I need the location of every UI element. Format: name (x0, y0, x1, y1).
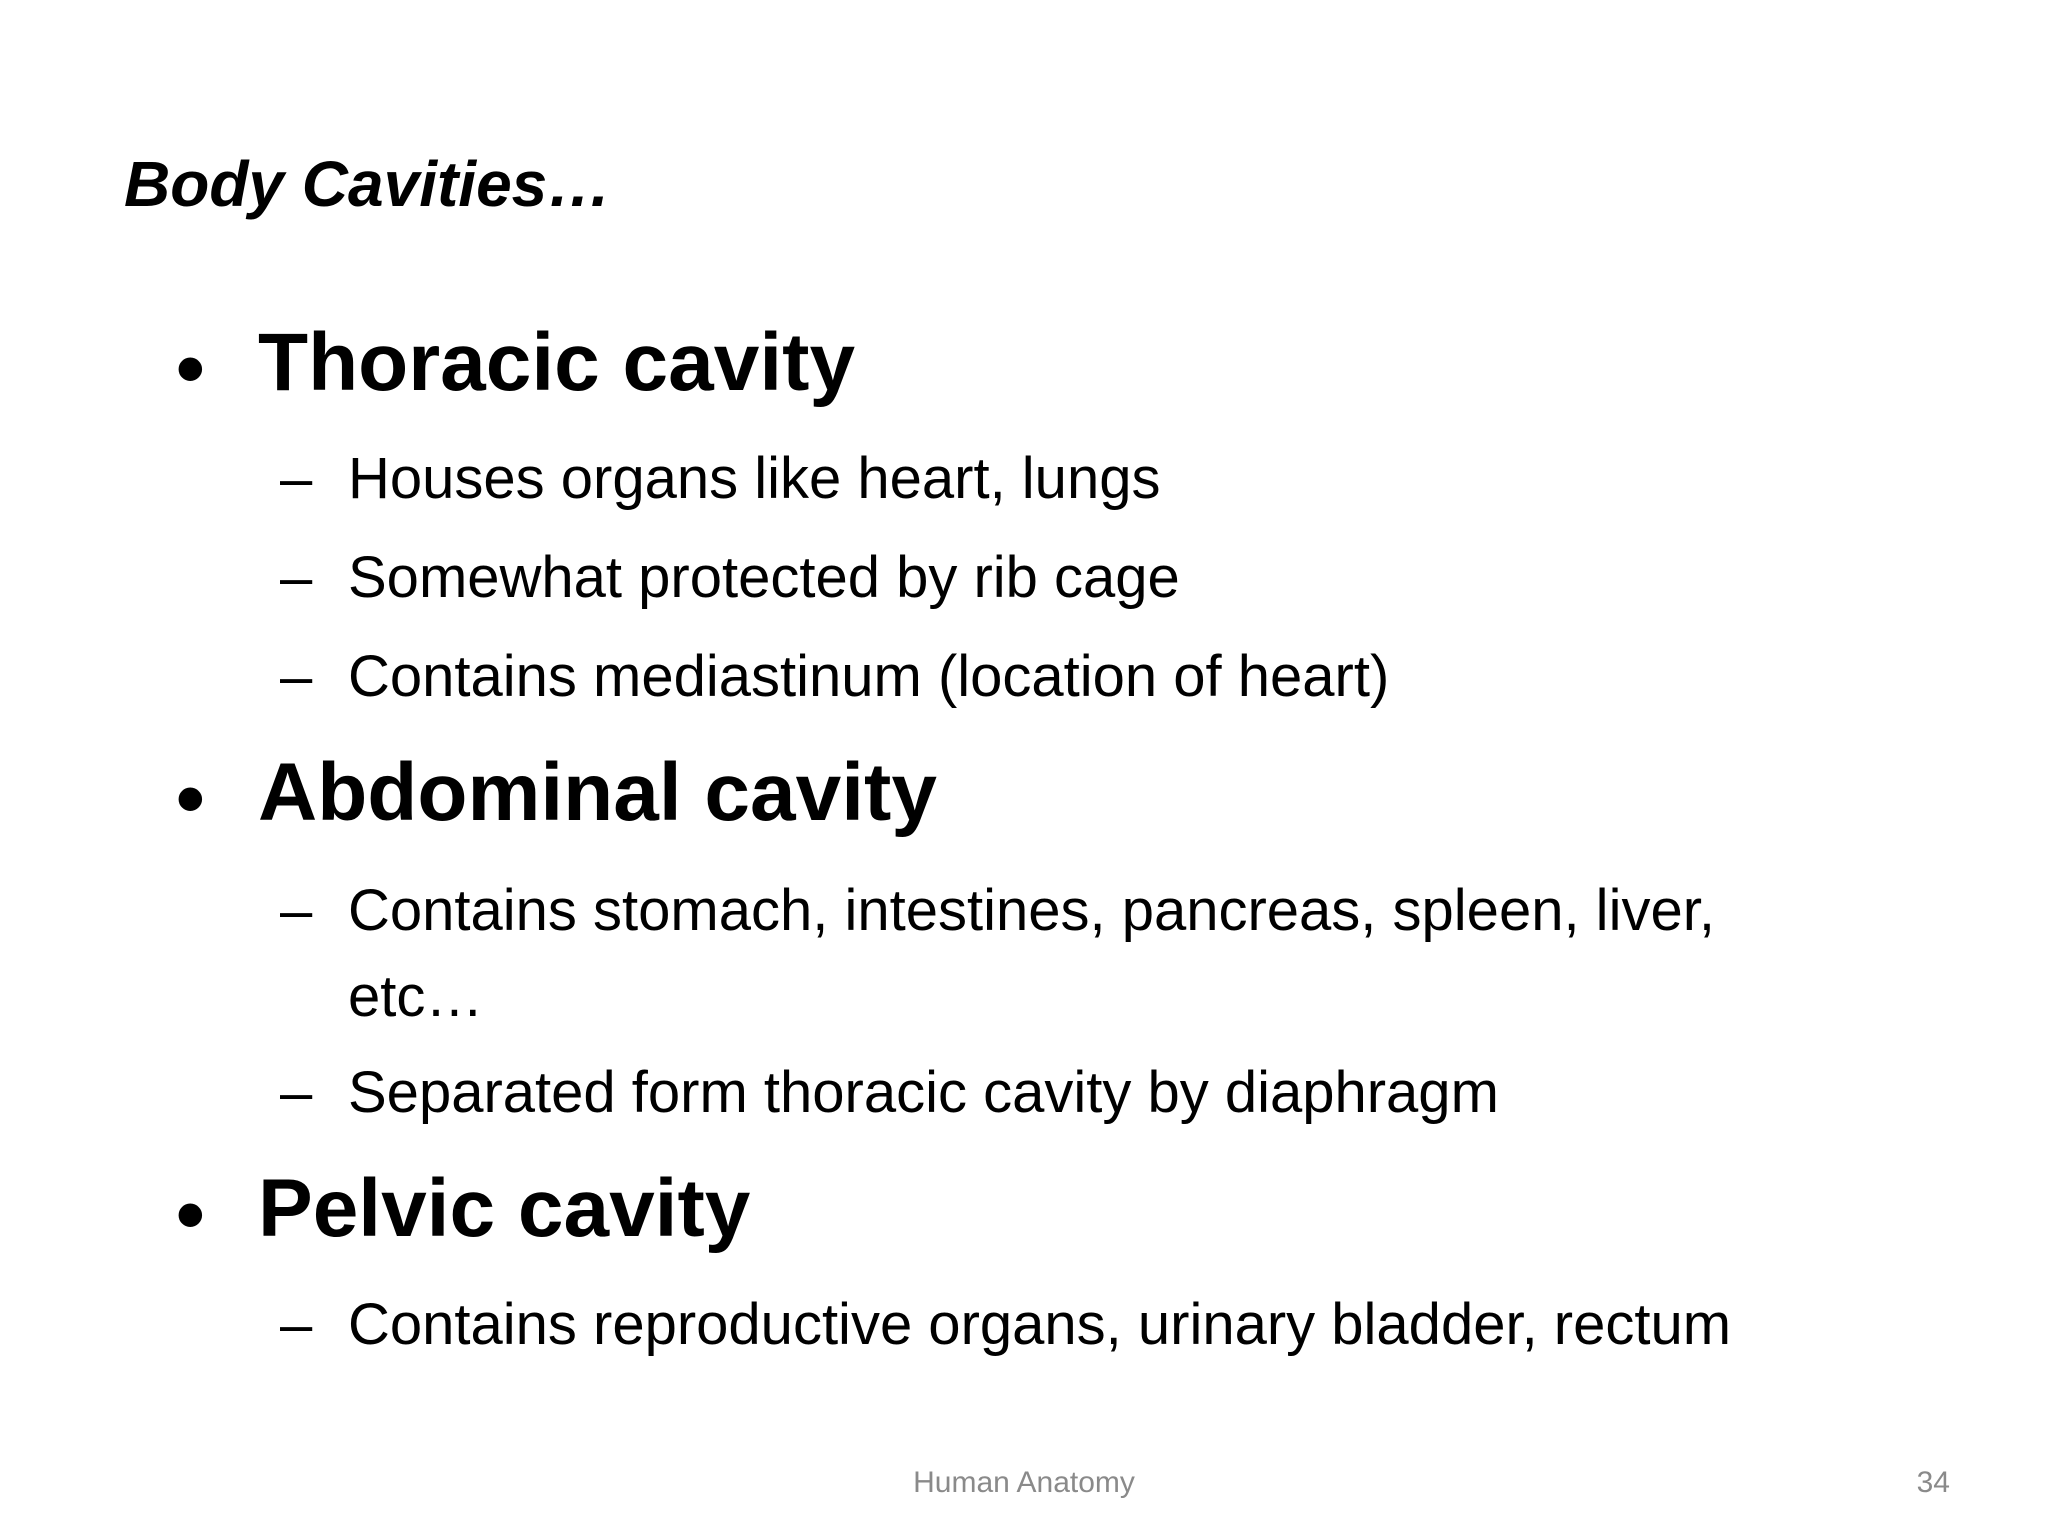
dash-marker: – (280, 545, 313, 610)
dash-marker: – (280, 446, 313, 511)
dash-marker: – (280, 644, 313, 709)
list-item: Separated form thoracic cavity by diaphragm (348, 1060, 1499, 1125)
bullet-point: • (176, 753, 205, 844)
dash-marker: – (280, 1292, 313, 1357)
page-number: 34 (1916, 1466, 1950, 1499)
heading-abdominal-cavity: Abdominal cavity (258, 747, 937, 838)
list-item: Houses organs like heart, lungs (348, 446, 1161, 511)
bullet-point: • (176, 1169, 205, 1260)
dash-marker: – (280, 1060, 313, 1125)
list-item: Contains stomach, intestines, pancreas, spleen, liver, etc… (348, 878, 1715, 1029)
list-item: Contains mediastinum (location of heart) (348, 644, 1390, 709)
dash-marker: – (280, 878, 313, 943)
footer-text: Human Anatomy (913, 1466, 1135, 1499)
heading-pelvic-cavity: Pelvic cavity (258, 1163, 751, 1254)
heading-thoracic-cavity: Thoracic cavity (258, 317, 856, 408)
slide-title: Body Cavities… (124, 148, 612, 220)
list-item: Somewhat protected by rib cage (348, 545, 1180, 610)
list-item: Contains reproductive organs, urinary bladder, rectum (348, 1292, 1732, 1357)
bullet-point: • (176, 323, 205, 414)
